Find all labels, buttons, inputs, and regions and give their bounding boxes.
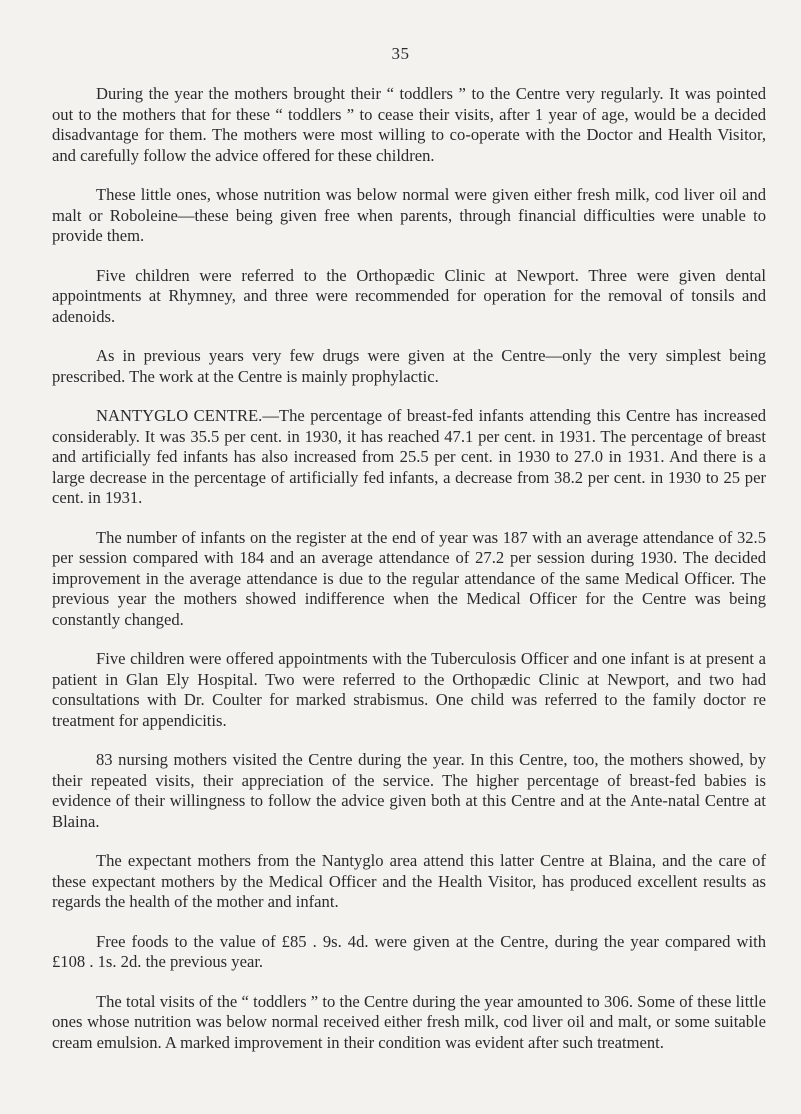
paragraph-register-attendance: The number of infants on the register at the end of year was 187 with an average attendance of 32.5 per session compared with 184 and an average attendance of 27.2 per session during 1930. The decided improvement in the average attendance is due to the regular attendance of the same Medical Officer. The previous year the mothers showed indifference when the Medical Officer for the Centre was being constantly changed. [52,527,766,629]
paragraph-toddlers-attendance: During the year the mothers brought their “ toddlers ” to the Centre very regularly. It was pointed out to the mothers that for these “ toddlers ” to cease their visits, after 1 year of age, would be a decided disadvantage for them. The mothers were most willing to co-operate with the Doctor and Health Visitor, and carefully follow the advice offered for these children. [52,84,766,165]
paragraph-nutrition-supplements: These little ones, whose nutrition was below normal were given either fresh milk, cod liver oil and malt or Roboleine—these being given free when parents, through financial difficulties were unable to provide them. [52,185,766,245]
paragraph-referrals: Five children were referred to the Orthopædic Clinic at Newport. Three were given dental appointments at Rhymney, and three were recommended for operation for the removal of tonsils and adenoids. [52,265,766,326]
paragraph-nantyglo-breastfed: NANTYGLO CENTRE.—The percentage of breast-fed infants attending this Centre has increased considerably. It was 35.5 per cent. in 1930, it has reached 47.1 per cent. in 1931. The percentage of breast and artificially fed infants has also increased from 25.5 per cent. in 1930 to 27.0 in 1931. And there is a large decrease in the percentage of artificially fed infants, a decrease from 38.2 per cent. in 1930 to 25 per cent. in 1931. [52,406,766,507]
body-text [52,84,766,1072]
paragraph-free-foods: Free foods to the value of £85 . 9s. 4d. were given at the Centre, during the year compared with £108 . 1s. 2d. the previous year. [52,931,766,971]
paragraph-drugs-prophylactic: As in previous years very few drugs were given at the Centre—only the very simplest being prescribed. The work at the Centre is mainly prophylactic. [52,346,766,386]
paragraph-nursing-mothers: 83 nursing mothers visited the Centre during the year. In this Centre, too, the mothers showed, by their repeated visits, their appreciation of the service. The higher percentage of breast-fed babies is evidence of their willingness to follow the advice given both at this Centre and at the Ante-natal Centre at Blaina. [52,750,766,831]
paragraph-tuberculosis-referrals: Five children were offered appointments with the Tuberculosis Officer and one infant is at present a patient in Glan Ely Hospital. Two were referred to the Orthopædic Clinic at Newport, and two had consultations with Dr. Coulter for marked strabismus. One child was referred to the family doctor re treatment for appendicitis. [52,649,766,730]
page-number: 35 [391,44,410,63]
paragraph-expectant-mothers: The expectant mothers from the Nantyglo area attend this latter Centre at Blaina, and the care of these expectant mothers by the Medical Officer and the Health Visitor, has produced excellent results as regards the health of the mother and infant. [52,851,766,911]
paragraph-toddler-visits: The total visits of the “ toddlers ” to the Centre during the year amounted to 306. Some of these little ones whose nutrition was below normal received either fresh milk, cod liver oil and malt, or some suitable cream emulsion. A marked improvement in their condition was evident after such treatment. [52,991,766,1052]
